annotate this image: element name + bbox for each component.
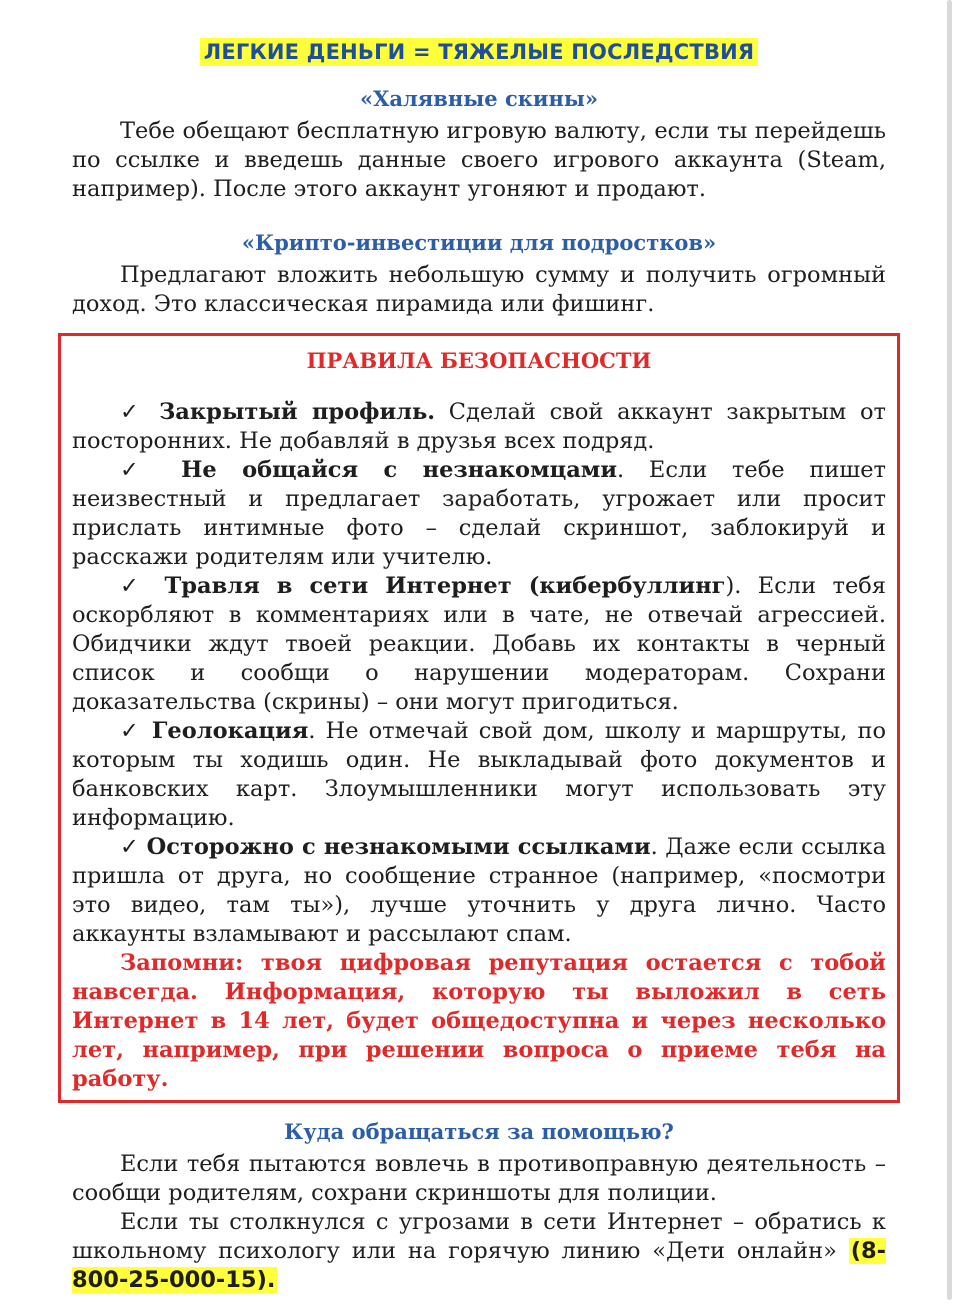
check-icon: ✓ [120, 834, 140, 860]
check-icon: ✓ [120, 399, 146, 425]
main-title-text: ЛЕГКИЕ ДЕНЬГИ = ТЯЖЕЛЫЕ ПОСЛЕДСТВИЯ [200, 38, 759, 66]
check-icon: ✓ [120, 573, 149, 599]
rule-item [72, 398, 886, 456]
scrollbar[interactable] [947, 0, 952, 1300]
rule-text: . Даже если ссылка пришла от друга, но сообщение странное (например, «посмотри это видео, там ты»), лучше уточнить у друга лично. Часто аккаунты взламывают и рассылают спам. [72, 834, 886, 947]
section-crypto [72, 228, 886, 319]
safety-rules-box [58, 333, 900, 1103]
rule-head: Осторожно с незнакомыми ссылками [146, 834, 651, 860]
section-free-skins [72, 84, 886, 204]
section-title: «Крипто-инвестиции для подростков» [241, 230, 717, 255]
rules-title: ПРАВИЛА БЕЗОПАСНОСТИ [306, 348, 652, 373]
hotline-phone: (8-800-25-000-15). [72, 1238, 886, 1293]
help-text-2 [72, 1208, 886, 1295]
section-title: «Халявные скины» [359, 86, 599, 111]
section-text: Тебе обещают бесплатную игровую валюту, если ты перейдешь по ссылке и введешь данные своего игрового аккаунта (Steam, например). После этого аккаунт угоняют и продают. [72, 118, 886, 202]
rule-head: Травля в сети Интернет (кибербуллинг [164, 573, 726, 599]
rule-head: Геолокация [151, 718, 309, 744]
rule-item [72, 833, 886, 949]
rule-text: . Если тебе пишет неизвестный и предлагает заработать, угрожает или просит прислать интимные фото – сделай скриншот, заблокируй и расскажи родителям или учителю. [72, 457, 886, 570]
section-text: Предлагают вложить небольшую сумму и получить огромный доход. Это классическая пирамида или фишинг. [72, 262, 886, 317]
reputation-warning: Запомни: твоя цифровая репутация остается с тобой навсегда. Информация, которую ты выложил в сеть Интернет в 14 лет, будет общедоступна и через несколько лет, например, при решении вопроса о приеме тебя на работу. [72, 950, 886, 1092]
rule-text: Сделай свой аккаунт закрытым от посторонних. Не добавляй в друзья всех подряд. [72, 399, 886, 454]
main-title [72, 40, 886, 64]
rule-text: . Не отмечай свой дом, школу и маршруты, по которым ты ходишь один. Не выкладывай фото документов и банковских карт. Злоумышленники могут использовать эту информацию. [72, 718, 886, 831]
help-title: Куда обращаться за помощью? [284, 1119, 674, 1144]
rule-text: ). Если тебя оскорбляют в комментариях или в чате, не отвечай агрессией. Обидчики ждут твоей реакции. Добавь их контакты в черный список и сообщи о нарушении модераторам. Сохрани доказательства (скрины) – они могут пригодиться. [72, 573, 886, 715]
rule-item [72, 456, 886, 572]
rule-item [72, 717, 886, 833]
check-icon: ✓ [120, 457, 157, 483]
rule-item [72, 572, 886, 717]
rule-head: Не общайся с незнакомцами [181, 457, 618, 483]
check-icon: ✓ [120, 718, 142, 744]
rule-head: Закрытый профиль. [159, 399, 436, 425]
help-text-1: Если тебя пытаются вовлечь в противоправную деятельность – сообщи родителям, сохрани скриншоты для полиции. [72, 1151, 886, 1206]
document-page [72, 36, 886, 1295]
help-section [72, 1117, 886, 1295]
help-text-2-body: Если ты столкнулся с угрозами в сети Интернет – обратись к школьному психологу или на горячую линию «Дети онлайн» [72, 1209, 886, 1264]
